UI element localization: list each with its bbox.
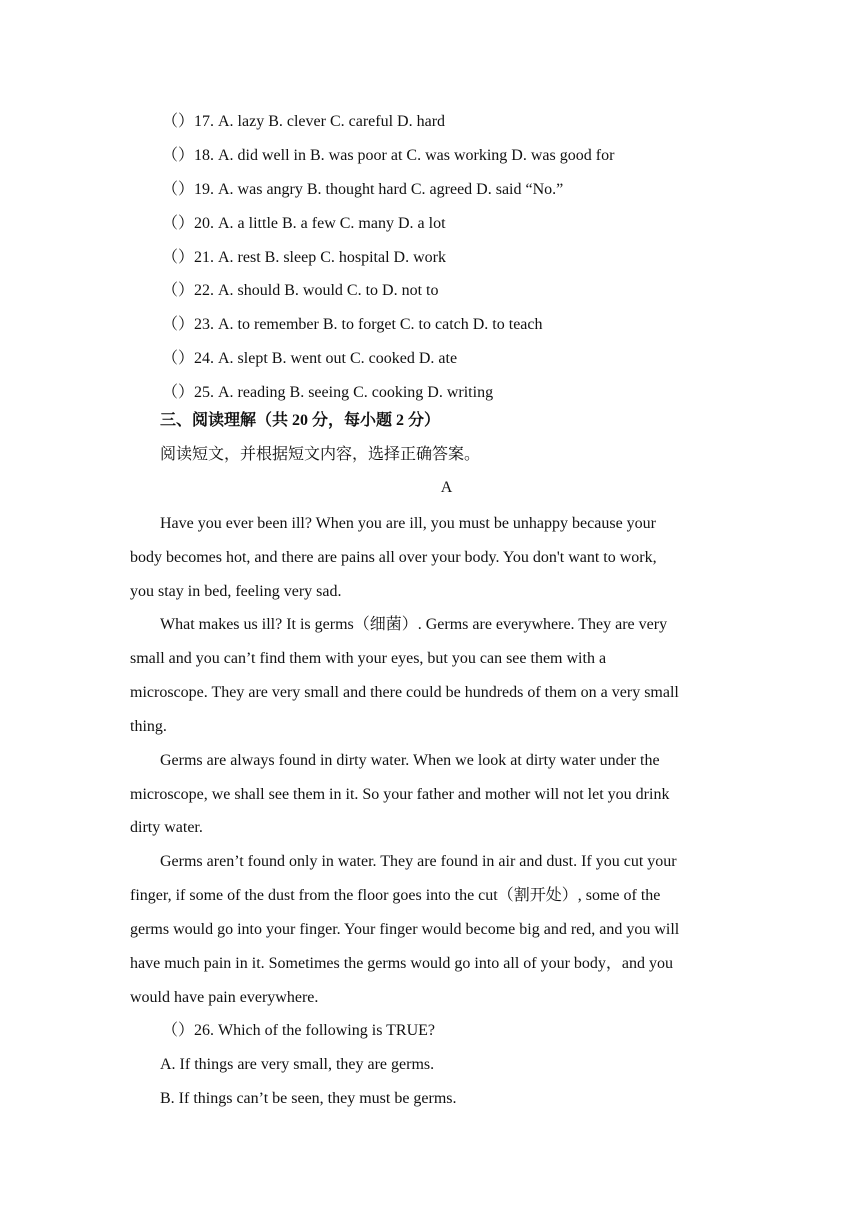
- cloze-option-20: （）20. A. a little B. a few C. many D. a lot: [162, 215, 446, 232]
- cloze-option-18: （）18. A. did well in B. was poor at C. was working D. was good for: [162, 147, 615, 164]
- passage-line: finger, if some of the dust from the floor goes into the cut（割开处）, some of the: [130, 887, 661, 904]
- cloze-option-24: （）24. A. slept B. went out C. cooked D. ate: [162, 350, 458, 367]
- passage-line: you stay in bed, feeling very sad.: [130, 583, 342, 600]
- passage-line: thing.: [130, 718, 167, 735]
- section-instruction: 阅读短文，并根据短文内容，选择正确答案。: [160, 446, 481, 463]
- question-26-stem: （）26. Which of the following is TRUE?: [162, 1022, 436, 1039]
- section-heading: 三、阅读理解（共 20 分，每小题 2 分）: [160, 412, 441, 429]
- cloze-option-21: （）21. A. rest B. sleep C. hospital D. work: [162, 249, 446, 266]
- passage-line: Germs are always found in dirty water. When we look at dirty water under the: [160, 752, 660, 769]
- passage-line: Have you ever been ill? When you are ill, you must be unhappy because your: [160, 515, 656, 532]
- passage-line: germs would go into your finger. Your finger would become big and red, and you will: [130, 921, 680, 938]
- passage-line: would have pain everywhere.: [130, 989, 319, 1006]
- passage-line: microscope, we shall see them in it. So your father and mother will not let you drink: [130, 786, 670, 803]
- passage-line: have much pain in it. Sometimes the germs would go into all of your body，and you: [130, 955, 674, 972]
- passage-line: microscope. They are very small and there could be hundreds of them on a very small: [130, 684, 679, 701]
- cloze-option-23: （）23. A. to remember B. to forget C. to catch D. to teach: [162, 316, 543, 333]
- cloze-option-17: （）17. A. lazy B. clever C. careful D. hard: [162, 113, 446, 130]
- question-26-option-b: B. If things can’t be seen, they must be germs.: [160, 1090, 457, 1107]
- cloze-option-25: （）25. A. reading B. seeing C. cooking D. writing: [162, 384, 494, 401]
- question-26-option-a: A. If things are very small, they are germs.: [160, 1056, 435, 1073]
- cloze-option-22: （）22. A. should B. would C. to D. not to: [162, 282, 439, 299]
- passage-line: dirty water.: [130, 819, 203, 836]
- passage-line: small and you can’t find them with your eyes, but you can see them with a: [130, 650, 607, 667]
- passage-line: body becomes hot, and there are pains all over your body. You don't want to work,: [130, 549, 657, 566]
- cloze-option-19: （）19. A. was angry B. thought hard C. agreed D. said “No.”: [162, 181, 564, 198]
- passage-line: Germs aren’t found only in water. They are found in air and dust. If you cut your: [160, 853, 677, 870]
- passage-line: What makes us ill? It is germs（细菌）. Germs are everywhere. They are very: [160, 616, 668, 633]
- passage-label: A: [440, 479, 453, 496]
